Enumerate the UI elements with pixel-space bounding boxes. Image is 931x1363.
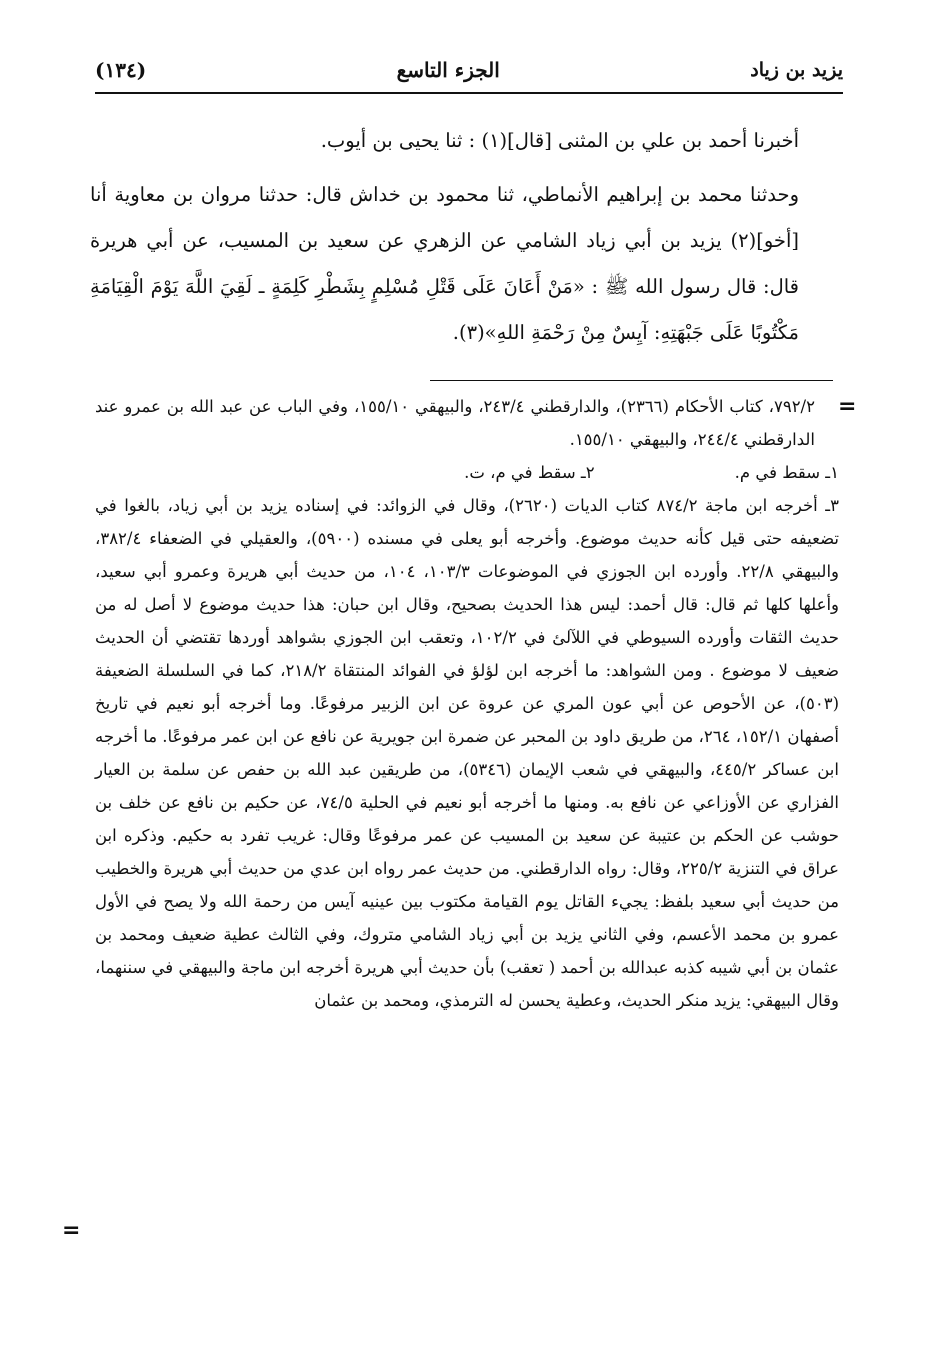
page-header <box>95 50 843 90</box>
narrator-heading: يزيد بن زياد <box>750 59 843 81</box>
footnote-1: ١ـ سقط في م. <box>734 463 839 482</box>
footnotes <box>95 390 839 1017</box>
footnote-row <box>95 456 839 489</box>
main-text <box>90 118 839 356</box>
main-paragraph-1: أخبرنا أحمد بن علي بن المثنى [قال](١) : ثنا يحيى بن أيوب. <box>320 129 799 152</box>
part-title: الجزء التاسع <box>396 58 500 82</box>
header-rule <box>95 92 843 94</box>
footnote-separator <box>430 380 833 381</box>
page-number: (١٣٤) <box>95 58 147 82</box>
footnote-3: ٣ـ أخرجه ابن ماجة ٨٧٤/٢ كتاب الديات (٢٦٢٠)، وقال في الزوائد: في إسناده يزيد بن أبي زياد، بالغوا في تضعيفه حتى قيل كأنه حديث موضوع. وأخرجه أبو يعلى في مسنده (٥٩٠٠)، والعقيلي في الضعفاء ٣٨٢/٤، والبيهقي ٢٢/٨. وأورده ابن الجوزي في الموضوعات ١٠٣/٣، ١٠٤، من حديث أبي هريرة وعمرو أبي سعيد، وأعلها كلها ثم قال: قال أحمد: ليس هذا الحديث بصحيح، وقال ابن حبان: هذا حديث موضوع لا أصل له من حديث الثقات وأورده السيوطي في اللآلئ في ١٠٢/٢، وتعقب ابن الجوزي بشواهد أوردها تقتضي أن الحديث ضعيف لا موضوع . ومن الشواهد: ما أخرجه ابن لؤلؤ في الفوائد المنتقاة ٢١٨/٢، كما في السلسلة الضعيفة (٥٠٣)، عن الأحوص عن أبي عون المري عن عروة عن ابن الزبير مرفوعًا. وما أخرجه أبو نعيم في تاريخ أصفهان ١٥٢/١، ٢٦٤، من طريق داود بن المحبر عن ضمرة ابن جويرية عن نافع عن ابن عمر مرفوعًا. ما أخرجه ابن عساكر ٤٤٥/٢، والبيهقي في شعب الإيمان (٥٣٤٦)، من طريقين عبد الله بن حفص عن سلمة بن العيار الفزاري عن الأوزاعي عن نافع به. ومنها ما أخرجه أبو نعيم في الحلية ٧٤/٥، عن حكيم بن نافع عن خلف بن حوشب عن الحكم بن عتيبة عن سعيد بن المسيب عن عمر مرفوعًا وقال: غريب تفرد به حكيم. وذكره ابن عراق في التنزية ٢٢٥/٢، وقال: رواه الدارقطني. من حديث عمر رواه ابن عدي من حديث أبي هريرة والخطيب من حديث أبي سعيد بلفظ: يجيء القاتل يوم القيامة مكتوب بين عينيه آيس من رحمة الله ولا يصح في الأول عمرو بن محمد الأعسم، وفي الثاني يزيد بن أبي زياد الشامي متروك، وفي الثالث عطية ضعيف ومحمد بن عثمان بن أبي شيبه كذبه عبدالله بن أحمد ( تعقب) بأن حديث أبي هريرة أخرجه ابن ماجة والبيهقي في سننهما، وقال البيهقي: يزيد منكر الحديث، وعطية يحسن له الترمذي، ومحمد بن عثمان <box>95 496 840 1010</box>
footnote-2: ٢ـ سقط في م، ت. <box>464 463 595 482</box>
main-paragraph-2: وحدثنا محمد بن إبراهيم الأنماطي، ثنا محمود بن خداش قال: حدثنا مروان بن معاوية أنا [أخو](٢) يزيد بن أبي زياد الشامي عن الزهري عن سعيد بن المسيب، عن أبي هريرة قال: قال رسول الله ﷺ : «مَنْ أَعَانَ عَلَى قَتْلِ مُسْلِمٍ بِشَطْرِ كَلِمَةٍ ـ لَقِيَ اللَّهَ يَوْمَ الْقِيَامَةِ مَكْتُوبًا عَلَى جَبْهَتِهِ: آيِسٌ مِنْ رَحْمَةِ اللهِ»(٣). <box>90 183 799 344</box>
footnote-continuation: ٧٩٢/٢، كتاب الأحكام (٢٣٦٦)، والدارقطني ٢٤٣/٤، والبيهقي ١٥٥/١٠، وفي الباب عن عبد الله بن عمرو عند الدارقطني ٢٤٤/٤، والبيهقي ١٥٥/١٠. <box>95 397 815 449</box>
continues-mark: = <box>62 1218 81 1243</box>
continued-from-mark: = <box>838 394 857 419</box>
